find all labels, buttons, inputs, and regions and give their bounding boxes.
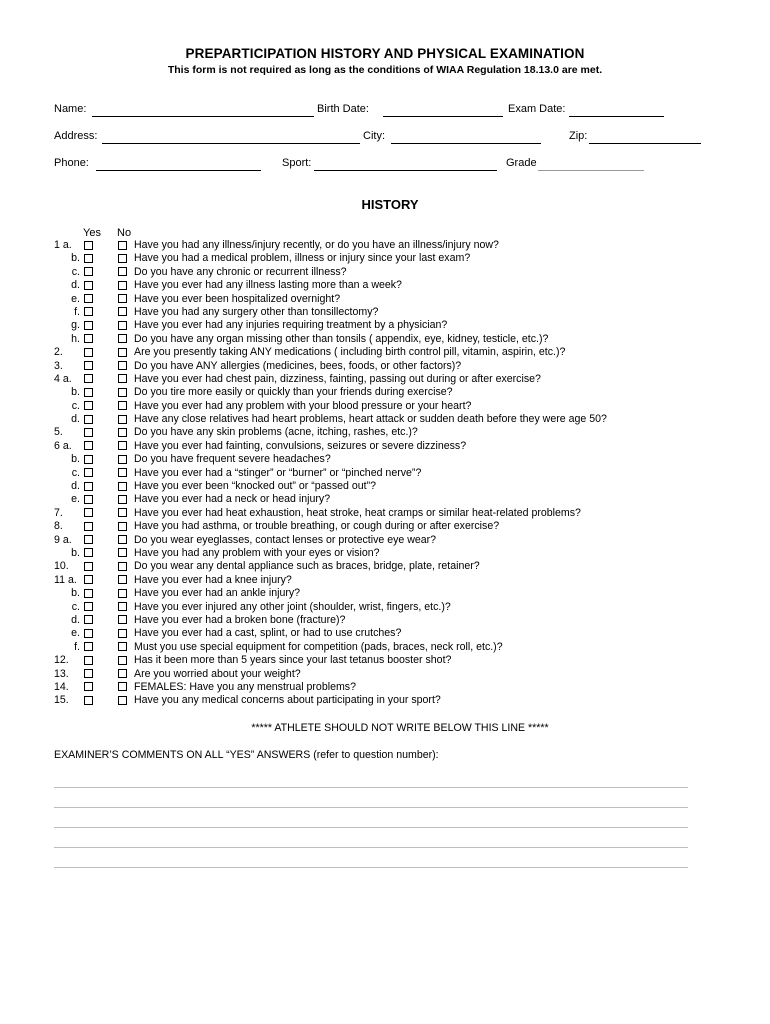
no-checkbox[interactable] (118, 468, 127, 477)
question-text: Do you have any organ missing other than tonsils ( appendix, eye, kidney, testicle, etc.)? (134, 332, 549, 345)
phone-input-line[interactable] (96, 170, 261, 171)
question-number: b. (71, 453, 80, 466)
no-checkbox[interactable] (118, 415, 127, 424)
grade-label: Grade (506, 157, 537, 169)
yes-checkbox[interactable] (84, 682, 93, 691)
no-checkbox[interactable] (118, 455, 127, 464)
yes-checkbox[interactable] (84, 455, 93, 464)
question-number: 10. (54, 560, 69, 573)
no-column-header: No (117, 227, 132, 239)
no-checkbox[interactable] (118, 482, 127, 491)
question-row (0, 360, 770, 373)
form-subtitle: This form is not required as long as the conditions of WIAA Regulation 18.13.0 are met. (167, 64, 603, 76)
sport-input-line[interactable] (314, 170, 497, 171)
no-checkbox[interactable] (118, 508, 127, 517)
question-text: Do you wear eyeglasses, contact lenses or protective eye wear? (134, 533, 437, 546)
question-text: Have you had any surgery other than tonsillectomy? (134, 305, 379, 318)
question-row (0, 440, 770, 453)
question-row (0, 587, 770, 600)
question-number: 8. (54, 520, 63, 533)
no-checkbox[interactable] (118, 241, 127, 250)
comment-line[interactable] (54, 807, 688, 808)
yes-checkbox[interactable] (84, 482, 93, 491)
question-row (0, 319, 770, 332)
name-input-line[interactable] (92, 116, 314, 117)
history-question-list (0, 239, 770, 708)
field-row-name (0, 103, 770, 119)
yes-checkbox[interactable] (84, 415, 93, 424)
phone-label: Phone: (54, 157, 89, 169)
question-row (0, 601, 770, 614)
question-text: Do you have any chronic or recurrent illness? (134, 265, 347, 278)
question-row (0, 426, 770, 439)
question-text: Have you ever had a knee injury? (134, 573, 292, 586)
no-checkbox[interactable] (118, 254, 127, 263)
question-text: Have you ever had a broken bone (fracture)? (134, 613, 346, 626)
no-checkbox[interactable] (118, 388, 127, 397)
question-text: Have you ever had chest pain, dizziness, fainting, passing out during or after exercise? (134, 372, 541, 385)
no-checkbox[interactable] (118, 294, 127, 303)
no-checkbox[interactable] (118, 374, 127, 383)
question-row (0, 480, 770, 493)
comment-line[interactable] (54, 827, 688, 828)
question-row (0, 560, 770, 573)
question-number: 13. (54, 667, 69, 680)
yes-checkbox[interactable] (84, 669, 93, 678)
exam-date-label: Exam Date: (508, 103, 566, 115)
yes-checkbox[interactable] (84, 468, 93, 477)
zip-label: Zip: (569, 130, 588, 142)
question-number: h. (71, 332, 80, 345)
question-row (0, 654, 770, 667)
question-text: Have you ever had a “stinger” or “burner” or “pinched nerve”? (134, 466, 422, 479)
no-checkbox[interactable] (118, 321, 127, 330)
question-text: Has it been more than 5 years since your last tetanus booster shot? (134, 654, 452, 667)
yes-checkbox[interactable] (84, 535, 93, 544)
exam-date-input-line[interactable] (569, 116, 664, 117)
question-number: d. (71, 480, 80, 493)
yes-checkbox[interactable] (84, 254, 93, 263)
yes-checkbox[interactable] (84, 562, 93, 571)
yes-checkbox[interactable] (84, 241, 93, 250)
city-input-line[interactable] (391, 143, 541, 144)
yes-checkbox[interactable] (84, 696, 93, 705)
question-row (0, 681, 770, 694)
no-checkbox[interactable] (118, 428, 127, 437)
field-row-phone (0, 157, 770, 173)
question-text: Do you have ANY allergies (medicines, bees, foods, or other factors)? (134, 359, 462, 372)
yes-checkbox[interactable] (84, 522, 93, 531)
question-row (0, 346, 770, 359)
question-number: b. (71, 546, 80, 559)
yes-column-header: Yes (83, 227, 101, 239)
question-text: Have you ever had heat exhaustion, heat stroke, heat cramps or similar heat-related problems? (134, 506, 581, 519)
no-checkbox[interactable] (118, 307, 127, 316)
question-text: Have you ever had a neck or head injury? (134, 493, 331, 506)
question-text: Have you ever been hospitalized overnight? (134, 292, 341, 305)
no-checkbox[interactable] (118, 642, 127, 651)
question-number: 2. (54, 346, 63, 359)
yes-checkbox[interactable] (84, 589, 93, 598)
question-text: Have you ever had any injuries requiring treatment by a physician? (134, 319, 448, 332)
yes-checkbox[interactable] (84, 495, 93, 504)
question-text: Have you had any problem with your eyes or vision? (134, 546, 380, 559)
yes-checkbox[interactable] (84, 334, 93, 343)
question-row (0, 333, 770, 346)
question-row (0, 400, 770, 413)
question-row (0, 547, 770, 560)
question-number: 3. (54, 359, 63, 372)
question-number: 12. (54, 654, 69, 667)
yes-checkbox[interactable] (84, 642, 93, 651)
question-number: 7. (54, 506, 63, 519)
yes-checkbox[interactable] (84, 321, 93, 330)
comment-line[interactable] (54, 847, 688, 848)
question-number: f. (74, 305, 80, 318)
question-text: Have you had any illness/injury recently, or do you have an illness/injury now? (134, 239, 499, 251)
question-text: Do you tire more easily or quickly than your friends during exercise? (134, 386, 453, 399)
yes-checkbox[interactable] (84, 361, 93, 370)
zip-input-line[interactable] (589, 143, 701, 144)
no-checkbox[interactable] (118, 401, 127, 410)
yes-checkbox[interactable] (84, 441, 93, 450)
yes-checkbox[interactable] (84, 374, 93, 383)
question-number: 4 a. (54, 372, 72, 385)
question-row (0, 266, 770, 279)
question-number: e. (71, 292, 80, 305)
yes-checkbox[interactable] (84, 428, 93, 437)
question-number: c. (71, 600, 80, 613)
yes-checkbox[interactable] (84, 602, 93, 611)
question-row (0, 293, 770, 306)
no-checkbox[interactable] (118, 267, 127, 276)
athlete-divider-text: ***** ATHLETE SHOULD NOT WRITE BELOW THIS LINE ***** (251, 722, 549, 734)
grade-input-line[interactable] (538, 170, 644, 171)
no-checkbox[interactable] (118, 669, 127, 678)
no-checkbox[interactable] (118, 535, 127, 544)
question-row (0, 453, 770, 466)
no-checkbox[interactable] (118, 615, 127, 624)
yes-checkbox[interactable] (84, 307, 93, 316)
yes-checkbox[interactable] (84, 348, 93, 357)
question-number: b. (71, 252, 80, 265)
yes-checkbox[interactable] (84, 575, 93, 584)
city-label: City: (363, 130, 385, 142)
examiner-comments-label: EXAMINER’S COMMENTS ON ALL “YES” ANSWERS (refer to question number): (54, 749, 439, 761)
question-text: FEMALES: Have you any menstrual problems? (134, 680, 356, 693)
question-number: e. (71, 627, 80, 640)
question-text: Have you any medical concerns about participating in your sport? (134, 694, 441, 707)
no-checkbox[interactable] (118, 696, 127, 705)
yes-checkbox[interactable] (84, 281, 93, 290)
question-text: Have you ever had a cast, splint, or had to use crutches? (134, 627, 402, 640)
no-checkbox[interactable] (118, 589, 127, 598)
yes-checkbox[interactable] (84, 388, 93, 397)
question-row (0, 252, 770, 265)
no-checkbox[interactable] (118, 361, 127, 370)
no-checkbox[interactable] (118, 548, 127, 557)
question-number: c. (71, 265, 80, 278)
history-heading: HISTORY (361, 197, 419, 212)
no-checkbox[interactable] (118, 522, 127, 531)
question-row (0, 279, 770, 292)
sport-label: Sport: (282, 157, 312, 169)
question-number: f. (74, 640, 80, 653)
question-text: Have you ever injured any other joint (shoulder, wrist, fingers, etc.)? (134, 600, 451, 613)
name-label: Name: (54, 103, 87, 115)
question-text: Have you had asthma, or trouble breathing, or cough during or after exercise? (134, 520, 500, 533)
yes-checkbox[interactable] (84, 629, 93, 638)
question-number: c. (71, 399, 80, 412)
no-checkbox[interactable] (118, 562, 127, 571)
question-row (0, 413, 770, 426)
no-checkbox[interactable] (118, 281, 127, 290)
question-text: Have you ever had any illness lasting more than a week? (134, 279, 402, 292)
question-number: 5. (54, 426, 63, 439)
yes-checkbox[interactable] (84, 508, 93, 517)
yes-checkbox[interactable] (84, 267, 93, 276)
question-text: Have any close relatives had heart problems, heart attack or sudden death before they were age 50? (134, 413, 607, 426)
question-row (0, 668, 770, 681)
question-number: 11 a. (54, 573, 77, 586)
no-checkbox[interactable] (118, 682, 127, 691)
question-number: d. (71, 413, 80, 426)
question-row (0, 574, 770, 587)
address-label: Address: (54, 130, 98, 142)
question-number: 9 a. (54, 533, 72, 546)
question-text: Are you presently taking ANY medications ( including birth control pill, vitamin, aspirin, etc.)? (134, 346, 566, 359)
question-number: b. (71, 386, 80, 399)
question-row (0, 694, 770, 707)
question-row (0, 520, 770, 533)
address-input-line[interactable] (102, 143, 360, 144)
no-checkbox[interactable] (118, 629, 127, 638)
question-row (0, 627, 770, 640)
question-row (0, 306, 770, 319)
question-text: Have you ever been “knocked out” or “passed out”? (134, 480, 377, 493)
question-row (0, 507, 770, 520)
no-checkbox[interactable] (118, 575, 127, 584)
field-row-address (0, 130, 770, 146)
question-number: 1 a. (54, 239, 72, 251)
yes-checkbox[interactable] (84, 294, 93, 303)
question-row (0, 614, 770, 627)
question-text: Have you ever had fainting, convulsions, seizures or severe dizziness? (134, 439, 467, 452)
no-checkbox[interactable] (118, 602, 127, 611)
question-number: g. (71, 319, 80, 332)
question-text: Do you wear any dental appliance such as braces, bridge, plate, retainer? (134, 560, 480, 573)
question-text: Have you ever had an ankle injury? (134, 587, 301, 600)
no-checkbox[interactable] (118, 656, 127, 665)
no-checkbox[interactable] (118, 348, 127, 357)
question-number: c. (71, 466, 80, 479)
birth-date-label: Birth Date: (317, 103, 369, 115)
question-number: b. (71, 587, 80, 600)
question-row (0, 467, 770, 480)
question-number: 6 a. (54, 439, 72, 452)
question-row (0, 534, 770, 547)
birth-date-input-line[interactable] (383, 116, 503, 117)
question-text: Do you have any skin problems (acne, itching, rashes, etc.)? (134, 426, 418, 439)
question-text: Must you use special equipment for competition (pads, braces, neck roll, etc.)? (134, 640, 503, 653)
question-number: d. (71, 613, 80, 626)
question-row (0, 373, 770, 386)
yes-checkbox[interactable] (84, 615, 93, 624)
question-text: Do you have frequent severe headaches? (134, 453, 331, 466)
form-title: PREPARTICIPATION HISTORY AND PHYSICAL EXAMINATION (185, 46, 585, 61)
question-text: Have you had a medical problem, illness or injury since your last exam? (134, 252, 471, 265)
question-row (0, 386, 770, 399)
question-row (0, 493, 770, 506)
yes-checkbox[interactable] (84, 656, 93, 665)
question-text: Are you worried about your weight? (134, 667, 301, 680)
no-checkbox[interactable] (118, 334, 127, 343)
question-number: d. (71, 279, 80, 292)
no-checkbox[interactable] (118, 441, 127, 450)
yes-checkbox[interactable] (84, 548, 93, 557)
comment-line[interactable] (54, 867, 688, 868)
question-text: Have you ever had any problem with your blood pressure or your heart? (134, 399, 472, 412)
question-number: 14. (54, 680, 69, 693)
comment-line[interactable] (54, 787, 688, 788)
question-row (0, 641, 770, 654)
no-checkbox[interactable] (118, 495, 127, 504)
yes-checkbox[interactable] (84, 401, 93, 410)
question-number: 15. (54, 694, 69, 707)
question-number: e. (71, 493, 80, 506)
question-row (0, 239, 770, 252)
